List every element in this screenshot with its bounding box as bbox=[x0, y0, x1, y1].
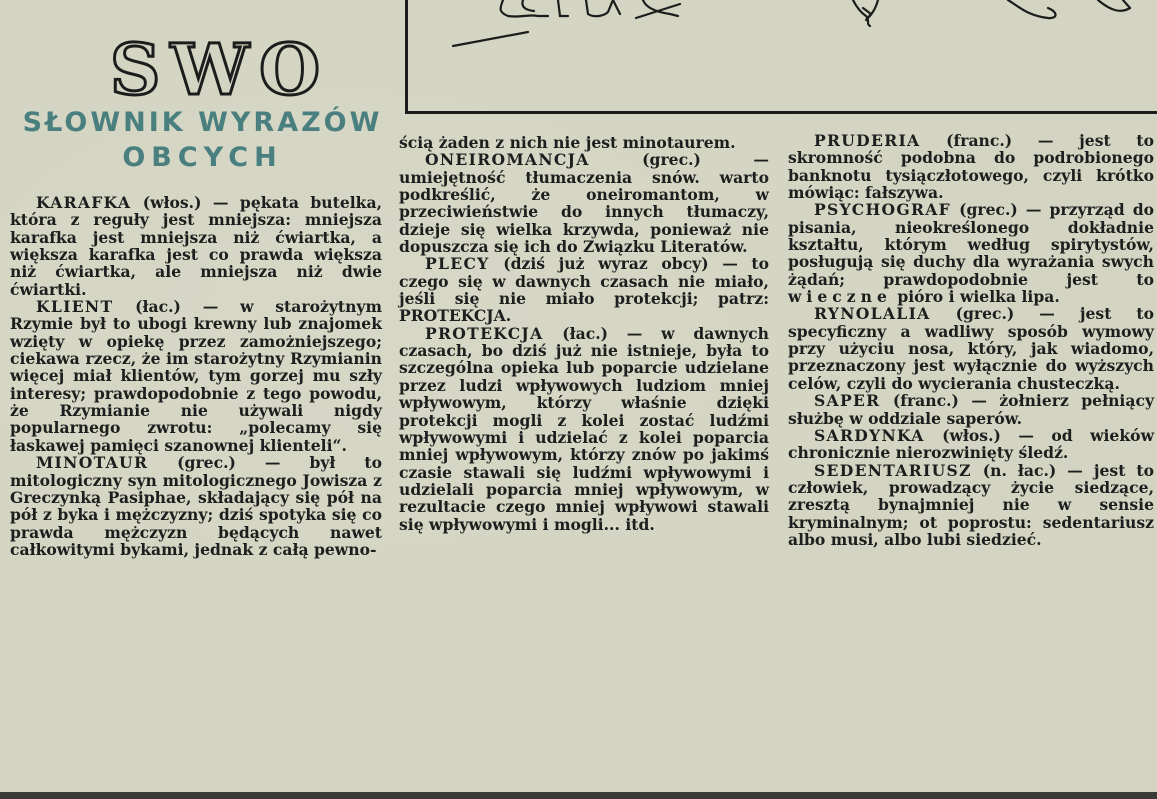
dictionary-entry bbox=[399, 151, 769, 255]
dictionary-entry bbox=[788, 392, 1154, 427]
dictionary-entry bbox=[10, 194, 382, 298]
entry-term: PSYCHOGRAF bbox=[814, 200, 952, 220]
dictionary-entry bbox=[788, 462, 1154, 549]
entry-term: ONEIROMANCJA bbox=[425, 150, 590, 170]
entry-definition: (grec.) — jest to specyficzny a wadliwy sposób wymowy przy użyciu nosa, który, jak wiadomo, przeznaczony jest wyłącznie do wyższych celów, czyli do wycierania chusteczką. bbox=[788, 304, 1154, 393]
entry-definition: (franc.) — żołnierz pełniący służbę w oddziale saperów. bbox=[788, 391, 1154, 428]
entry-definition: (grec.) — przyrząd do pisania, nieokreślonego dokładnie kształtu, którym według spirytystów, posługują się duchy dla wyrażania swych żądań; prawdopodobnie jest to bbox=[788, 200, 1154, 289]
dictionary-entry bbox=[788, 201, 1154, 305]
dictionary-entry bbox=[399, 255, 769, 324]
entry-definition: (dziś już wyraz obcy) — to czego się w dawnych czasach nie miało, jeśli się nie miało protekcji; patrz: PROTEKCJA. bbox=[399, 254, 769, 326]
entry-term: PLECY bbox=[425, 254, 490, 274]
entry-definition: (łac.) — w starożytnym Rzymie był to ubogi krewny lub znajomek wzięty w opiekę przez zamożniejszego; ciekawa rzecz, że im starożytny Rzymianin więcej miał klientów, tym gorzej mu szły interesy; prawdopodobnie z tego powodu, że Rzymianie nie używali nigdy popularnego zwrotu: „polecamy się łaskawej pamięci szanownej klienteli“. bbox=[10, 297, 382, 455]
entry-term: SAPER bbox=[814, 391, 881, 411]
entry-definition: (franc.) — jest to skromność podobna do podrobionego banknotu tysiączłotowego, czyli krótko mówiąc: fałszywa. bbox=[788, 131, 1154, 203]
entry-emphasis: wieczne bbox=[788, 287, 892, 307]
entry-definition: (włos.) — pękata butelka, która z reguły jest mniejsza: mniejsza karafka jest mniejsza niż ćwiartka, a większa karafka jest co prawda większa niż ćwiartka, ale mniejsza niż dwie ćwiartki. bbox=[10, 193, 382, 299]
entry-term: KLIENT bbox=[36, 297, 114, 317]
dictionary-entry bbox=[399, 325, 769, 533]
entry-continuation: ścią żaden z nich nie jest minotaurem. bbox=[399, 133, 736, 152]
dictionary-entry bbox=[10, 298, 382, 454]
entry-term: SARDYNKA bbox=[814, 425, 925, 445]
column-right bbox=[788, 132, 1154, 548]
cartoon-illustration bbox=[405, 0, 1157, 114]
entry-definition: (włos.) — od wieków chronicznie nierozwinięty śledź. bbox=[788, 425, 1154, 463]
masthead-logo bbox=[80, 20, 360, 120]
entry-term: RYNOLALIA bbox=[814, 304, 931, 324]
entry-definition: (grec.) — umiejętność tłumaczenia snów. warto podkreślić, że oneiromantom, w przeciwieństwie do innych tłumaczy, dzieje się wielka krzywda, ponieważ nie dopuszcza się ich do Związku Literatów. bbox=[399, 150, 769, 257]
entry-term: PROTEKCJA bbox=[425, 323, 544, 343]
page-bottom-edge bbox=[0, 792, 1157, 799]
cartoon-drawing bbox=[408, 0, 1157, 114]
entry-definition-tail: pióro i wielka lipa. bbox=[891, 287, 1060, 307]
dictionary-entry bbox=[788, 305, 1154, 392]
column-left bbox=[10, 194, 382, 558]
column-middle bbox=[399, 134, 769, 533]
entry-term: MINOTAUR bbox=[36, 453, 149, 473]
entry-definition: (n. łac.) — jest to człowiek, prowadzący życie siedzące, zresztą bynajmniej nie w sensie kryminalnym; ot poprostu: sedentariusz albo musi, albo lubi siedzieć. bbox=[788, 460, 1154, 549]
dictionary-entry bbox=[788, 132, 1154, 201]
entry-term: PRUDERIA bbox=[814, 131, 921, 150]
logo-text: SWO bbox=[109, 28, 331, 111]
masthead-subtitle-second-line: OBCYCH bbox=[122, 142, 283, 173]
dictionary-entry bbox=[788, 427, 1154, 462]
entry-term: SEDENTARIUSZ bbox=[814, 460, 972, 480]
entry-term: KARAFKA bbox=[36, 193, 132, 212]
entry-definition: (grec.) — był to mitologiczny syn mitologicznego Jowisza z Greczynką Pasiphae, składający się pół na pół z byka i mężczyzny; dziś spotyka się co prawda mężczyzn będących nawet całkowitymi bykami, jednak z całą pewno- bbox=[10, 453, 382, 559]
dictionary-entry bbox=[10, 454, 382, 558]
entry-definition: (łac.) — w dawnych czasach, bo dziś już nie istnieje, była to szczególna opieka lub poparcie udzielane przez ludzi wpływowych ludziom mniej wpływowym, którzy właśnie dzięki protekcji mogli z kolei zostać ludźmi wpływowymi i udzielać z kolei poparcia mniej wpływowym, którzy znów po jakimś czasie stawali się ludźmi wpływowymi i udzielali poparcia mniej wpływowym, w rezultacie czego mniej wpływowi stawali się wpływowymi i mogli... itd. bbox=[399, 323, 769, 534]
masthead-subtitle: SŁOWNIK WYRAZÓW bbox=[22, 107, 383, 138]
